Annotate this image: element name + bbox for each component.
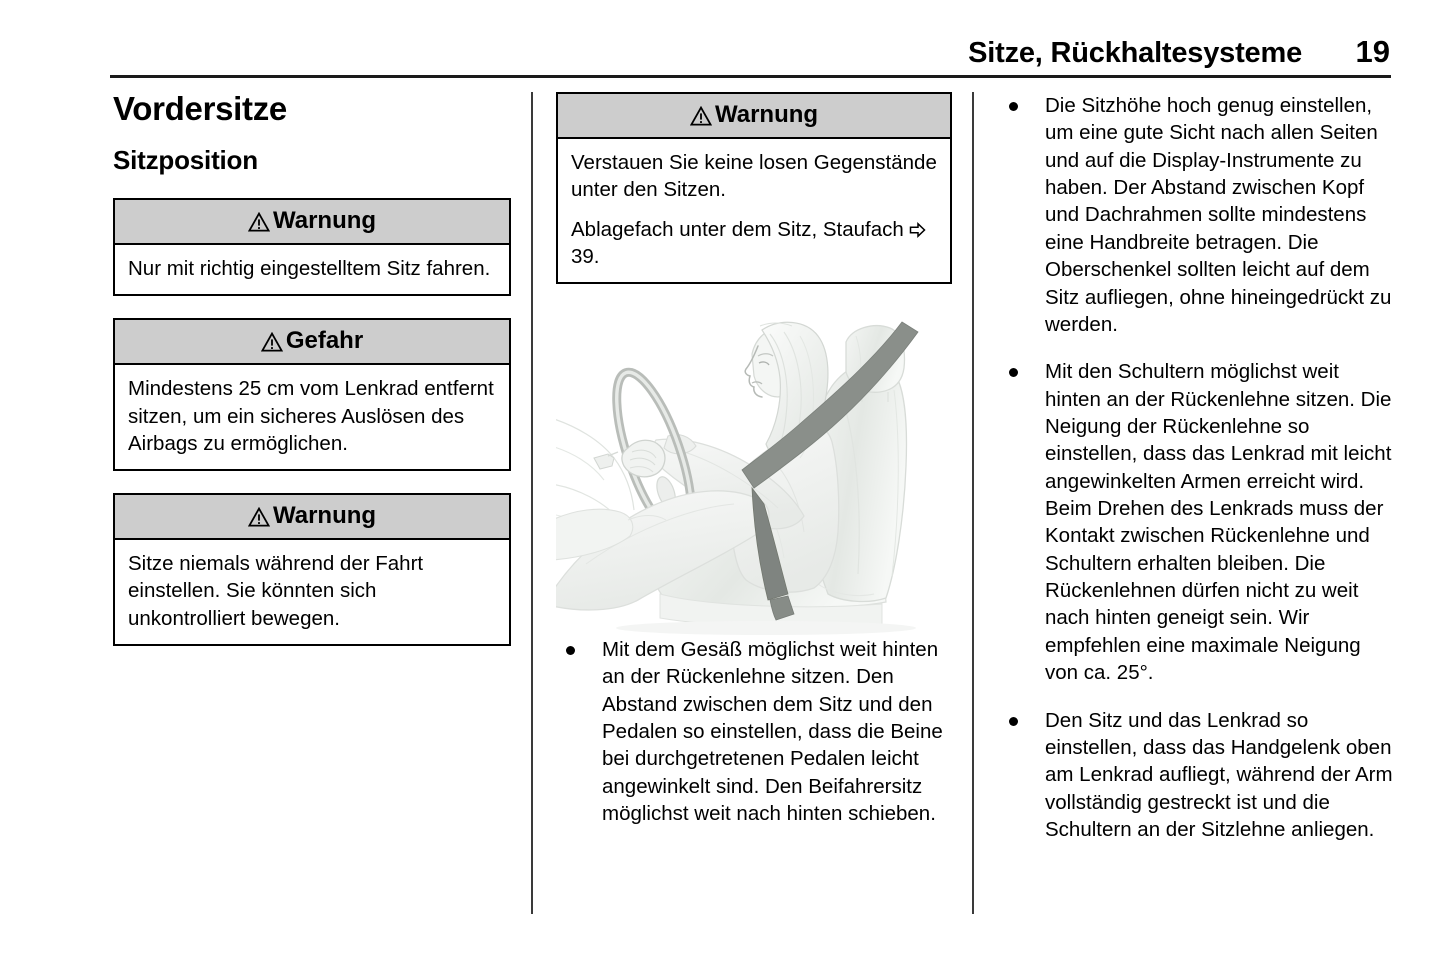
- bullet-dot-icon: [1009, 102, 1018, 111]
- driver-seating-position-illustration: [556, 306, 952, 636]
- list-item-text: Den Sitz und das Lenkrad so einstellen, dass das Handgelenk oben am Lenkrad aufliegt, während der Arm vollständig gestreckt ist und die Schultern an der Sitzlehne anliegen.: [1045, 708, 1393, 841]
- notice-header: [115, 200, 509, 245]
- list-item: [997, 92, 1393, 338]
- notice-header-label: Warnung: [272, 502, 377, 529]
- list-item-text: Mit dem Gesäß möglichst weit hinten an der Rückenlehne sitzen. Den Abstand zwischen dem Sitz und den Pedalen so einstellen, dass die Beine bei durchgetretenen Pedalen leicht angewinkelt sind. Den Beifahrersitz möglichst weit nach hinten schieben.: [602, 638, 943, 826]
- notice-paragraph: Nur mit richtig eingestelltem Sitz fahren.: [128, 257, 491, 280]
- list-item: [997, 707, 1393, 844]
- bullet-list-column-2: [556, 636, 952, 828]
- warning-triangle-icon: [248, 212, 270, 232]
- list-item: [556, 636, 952, 828]
- section-title: Vordersitze: [113, 90, 287, 127]
- warning-triangle-icon: [248, 507, 270, 527]
- notice-box-danger: [113, 318, 511, 471]
- notice-body: [558, 139, 950, 282]
- bullet-dot-icon: [1009, 368, 1018, 377]
- notice-paragraph: Mindestens 25 cm vom Lenkrad entfernt sitzen, um ein sicheres Auslösen des Airbags zu ermöglichen.: [128, 377, 494, 455]
- column-1: [113, 92, 511, 668]
- list-item: [997, 358, 1393, 686]
- warning-triangle-icon: [261, 332, 283, 352]
- page-number: 19: [1355, 34, 1390, 69]
- header-divider-rule: [110, 75, 1391, 78]
- notice-header-label: Gefahr: [285, 327, 364, 355]
- notice-body: [115, 540, 509, 644]
- bullet-dot-icon: [1009, 717, 1018, 726]
- crossref-text-before: Ablagefach unter dem Sitz, Staufach: [571, 217, 910, 241]
- subsection-title: Sitzposition: [113, 145, 258, 175]
- notice-header-label: Warnung: [714, 101, 819, 128]
- notice-body: [115, 365, 509, 469]
- notice-header: [558, 94, 950, 139]
- column-separator-1: [531, 92, 533, 914]
- notice-box-warning-2: [113, 493, 511, 646]
- notice-box-warning-3: [556, 92, 952, 284]
- bullet-list-column-3: [997, 92, 1393, 843]
- bullet-dot-icon: [566, 646, 575, 655]
- notice-paragraph-crossref: [571, 216, 937, 271]
- cross-reference-arrow-icon: [909, 222, 926, 238]
- page-title: Sitze, Rückhaltesysteme: [968, 37, 1302, 69]
- notice-header: [115, 495, 509, 540]
- notice-box-warning-1: [113, 198, 511, 296]
- column-3: [997, 92, 1393, 843]
- page-header: [110, 34, 1390, 70]
- crossref-text-after: 39.: [571, 244, 600, 268]
- notice-body: [115, 245, 509, 294]
- list-item-text: Die Sitzhöhe hoch genug einstellen, um eine gute Sicht nach allen Seiten und auf die Display-Instrumente zu haben. Der Abstand zwischen Kopf und Dachrahmen sollte mindestens eine Handbreite betragen. Die Oberschenkel sollten leicht auf dem Sitz aufliegen, ohne hineingedrückt zu werden.: [1045, 94, 1392, 336]
- column-separator-2: [972, 92, 974, 914]
- list-item-text: Mit den Schultern möglichst weit hinten an der Rückenlehne sitzen. Die Neigung der Rückenlehne so einstellen, dass das Lenkrad mit leicht angewinkelten Armen erreicht wird. Beim Drehen des Lenkrads muss der Kontakt zwischen Rückenlehne und Schultern erhalten bleiben. Die Rückenlehnen dürfen nicht zu weit nach hinten geneigt sein. Wir empfehlen eine maximale Neigung von ca. 25°.: [1045, 360, 1392, 685]
- warning-triangle-icon: [690, 106, 712, 126]
- notice-paragraph: Verstauen Sie keine losen Gegenstände unter den Sitzen.: [571, 151, 937, 202]
- notice-paragraph: Sitze niemals während der Fahrt einstellen. Sie könnten sich unkontrolliert bewegen.: [128, 552, 424, 630]
- column-2: [556, 92, 952, 828]
- notice-header-label: Warnung: [272, 207, 377, 234]
- notice-header: [115, 320, 509, 365]
